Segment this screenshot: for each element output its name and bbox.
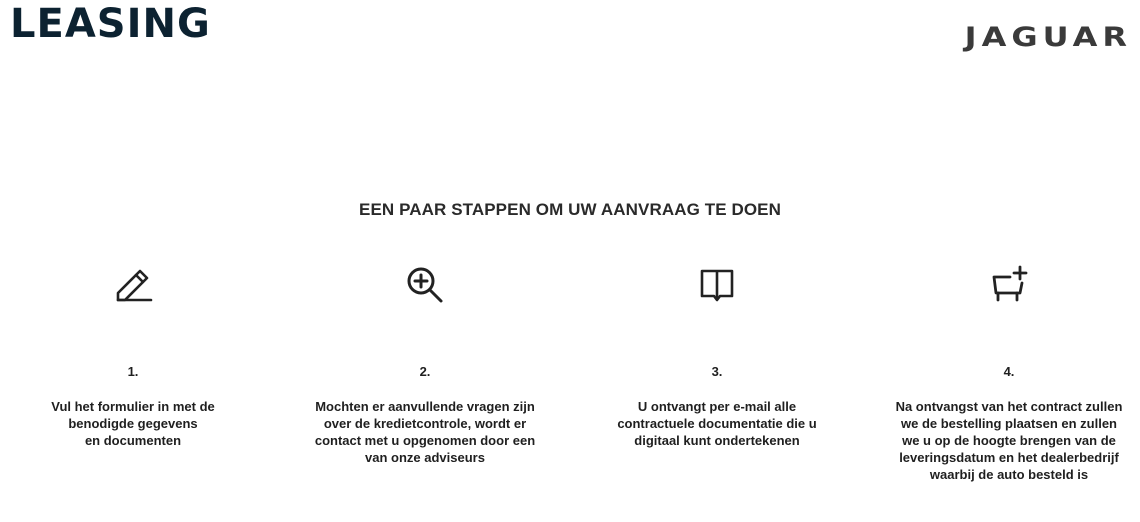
step-description: Vul het formulier in met de benodigde gegevens en documenten — [51, 399, 215, 448]
jaguar-logo[interactable]: JAGUAR — [964, 21, 1132, 53]
step-number: 2. — [419, 364, 431, 379]
step-3 — [592, 262, 842, 449]
step-description: U ontvangt per e-mail alle contractuele documentatie die u digitaal kunt ondertekenen — [617, 399, 817, 448]
pencil-icon — [8, 262, 258, 308]
step-description: Mochten er aanvullende vragen zijn over de kredietcontrole, wordt er contact met u opgenomen door een van onze adviseurs — [314, 399, 536, 465]
zoom-in-icon — [300, 262, 550, 308]
step-number: 4. — [1003, 364, 1015, 379]
step-1 — [8, 262, 258, 449]
steps-heading: EEN PAAR STAPPEN OM UW AANVRAAG TE DOEN — [359, 200, 781, 219]
step-2 — [300, 262, 550, 466]
step-number: 3. — [711, 364, 723, 379]
open-book-icon — [592, 262, 842, 308]
cart-plus-icon — [884, 262, 1134, 308]
step-description: Na ontvangst van het contract zullen we de bestelling plaatsen en zullen we u op de hoogte brengen van de leveringsdatum en het dealerbedrijf waarbij de auto besteld is — [895, 399, 1123, 482]
leasing-logo: LEASING — [10, 1, 211, 47]
step-4 — [884, 262, 1134, 483]
step-number: 1. — [127, 364, 139, 379]
